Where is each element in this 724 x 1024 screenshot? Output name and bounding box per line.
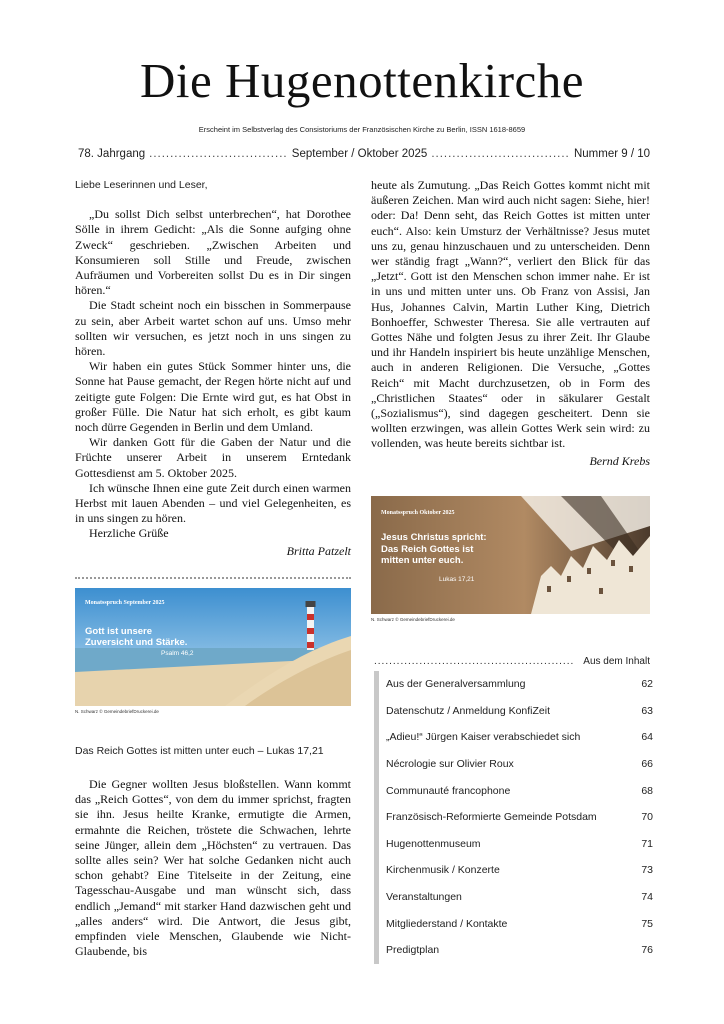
toc-item-title: Aus der Generalversammlung (386, 678, 526, 691)
article-body (75, 777, 351, 959)
toc-item[interactable] (379, 751, 655, 778)
toc-item-title: Communauté francophone (386, 784, 511, 797)
toc-item-title: Veranstaltungen (386, 891, 462, 904)
editorial-greeting: Liebe Leserinnen und Leser, (75, 179, 208, 191)
september-label: Monatsspruch September 2025 (85, 600, 165, 606)
issue-month: September / Oktober 2025 (291, 148, 428, 160)
article-author: Bernd Krebs (589, 453, 650, 468)
masthead-tagline: Erscheint im Selbstverlag des Consistoriums der Französischen Kirche zu Berlin, ISSN 1618-8659 (198, 125, 526, 134)
issue-volume: 78. Jahrgang (78, 148, 146, 160)
toc-item-page: 70 (641, 811, 653, 824)
toc-item-page: 75 (641, 917, 653, 930)
toc-item-title: Datenschutz / Anmeldung KonfiZeit (386, 704, 551, 717)
article-continuation (371, 178, 650, 469)
editorial-paragraph: „Du sollst Dich selbst unterbrechen“, hat Dorothee Sölle in ihrem Gedicht: „Als die Sonne aufging ohne Zweck“ geschrieben. „Zwischen Arbeiten und Konsumieren soll Stille und Freude, zwischen Aufräumen und Vorbereiten sollst Du es in Dir singen hören.“ (75, 207, 351, 298)
editorial-paragraph: Die Stadt scheint noch ein bisschen in Sommerpause zu sein, aber Arbeit wartet schon auf uns. Umso mehr sollten wir versuchen, es jetzt noch in uns singen zu hören. (75, 298, 351, 359)
article-paragraph: Die Gegner wollten Jesus bloßstellen. Wann kommt das „Reich Gottes“, von dem du immer sprichst, fragten sie ihn. Jesus heilte Kranke, ermutigte die Armen, ermahnte die Reichen, tröstete die Schwachen, lehrte seine Jünger, allein dem „Höchsten“ zu vertrauen. Das sollte alles sein? Wer hat solche Gedanken nicht auch schon gehabt? Eine Titelseite in der Zeitung, eine Tagesschau-Ausgabe und man wünscht sich, dass endlich „Jemand“ mit starker Hand dazwischen geht und „alles anders“ wird. Die Antwort, die Jesus gibt, empfinden viele Menschen, Glaubende wie Nicht-Glaubende, bis (75, 777, 351, 959)
toc-item-page: 74 (641, 891, 653, 904)
monatsspruch-oktober-image (371, 496, 650, 614)
toc-item-title: Predigtplan (386, 944, 440, 957)
editorial-paragraph: Wir haben ein gutes Stück Sommer hinter uns, die Sonne hat Pause gemacht, der Regen hörte nicht auf und zeitigte gute Folgen: Die Ernte wird gut, es hat Obst in großer Fülle. Die Natur hat sich erholt, es gibt kaum noch dürre Gegenden in Berlin und dem Umland. (75, 359, 351, 435)
leader-dots (149, 148, 288, 160)
dotted-divider (75, 577, 351, 579)
issue-number: Nummer 9 / 10 (573, 148, 651, 160)
editorial-paragraph: Ich wünsche Ihnen eine gute Zeit durch einen warmen Herbst mit lauen Abenden – und viel Gelegenheiten, es in uns singen zu hören. (75, 480, 351, 526)
toc-item[interactable] (379, 884, 655, 911)
september-ref: Psalm 46,2 (161, 650, 194, 657)
oktober-label: Monatsspruch Oktober 2025 (381, 510, 455, 516)
toc-item-page: 68 (641, 784, 653, 797)
toc-item[interactable] (379, 831, 655, 858)
leader-dots (374, 656, 573, 667)
toc-item[interactable] (379, 804, 655, 831)
editorial (75, 178, 351, 559)
toc-item[interactable] (379, 910, 655, 937)
monatsspruch-september-image (75, 588, 351, 706)
toc-item-title: „Adieu!“ Jürgen Kaiser verabschiedet sich (386, 731, 581, 744)
toc-item-title: Französisch-Reformierte Gemeinde Potsdam (386, 811, 597, 824)
leader-dots (431, 148, 570, 160)
toc-item-page: 64 (641, 731, 653, 744)
toc-item-title: Kirchenmusik / Konzerte (386, 864, 500, 877)
article-heading: Das Reich Gottes ist mitten unter euch – Lukas 17,21 (75, 745, 324, 757)
oktober-verse: Jesus Christus spricht: Das Reich Gottes ist mitten unter euch. (381, 532, 487, 566)
toc-heading (374, 656, 650, 667)
article-continuation-paragraph: heute als Zumutung. „Das Reich Gottes kommt nicht mit äußeren Zeichen. Man wird auch nicht sagen: Siehe, hier! oder: Da! Denn seht, das Reich Gottes ist mitten unter euch“. Also: kein Umsturz der Verhältnisse? Jesus mutet uns zu, genau hinzuschauen und zu unterscheiden. Denn wer ständig fragt „Wann?“, verliert den Blick für das „Jetzt“. Gott ist den Menschen schon immer nahe. Er ist in uns und mitten unter uns. Ob Franz von Assisi, Jan Hus, Johannes Calvin, Martin Luther King, Dietrich Bonhoeffer, Schwester Theresa. Sie alle vertrauten auf Gottes Nähe und folgten Jesus zu ihrer Zeit. Ihr Glaube und ihr Handeln inspiriert bis heute unzählige Menschen, auch in anderen Religionen. Die Versuche, „Gottes Reich“ mit Macht durchzusetzen, ob in Form des „Christlichen Staates“ oder in säkularer Gestalt („Sozialismus“), sind dagegen gescheitert. Denn sie wollten erzwingen, was allein Gottes Werk sein wird: zu vollenden, was heute bereits sichtbar ist. (371, 178, 650, 451)
september-verse: Gott ist unsere Zuversicht und Stärke. (85, 626, 188, 648)
toc-item-page: 73 (641, 864, 653, 877)
issue-line (78, 148, 650, 160)
toc-item-title: Mitgliederstand / Kontakte (386, 917, 508, 930)
toc-item-page: 66 (641, 758, 653, 771)
toc-item[interactable] (379, 777, 655, 804)
toc-item-page: 62 (641, 678, 653, 691)
toc-item[interactable] (379, 857, 655, 884)
september-image-credit: N. Schwarz © GemeindebriefDruckerei.de (75, 709, 159, 714)
editorial-paragraph: Wir danken Gott für die Gaben der Natur und die Früchte unserer Arbeit in unserem Erntedank Gottesdienst am 5. Oktober 2025. (75, 435, 351, 480)
editorial-author: Britta Patzelt (286, 543, 351, 558)
toc-item-page: 71 (641, 837, 653, 850)
editorial-closing: Herzliche Grüße (89, 526, 169, 541)
toc-item[interactable] (379, 724, 655, 751)
toc-item-page: 63 (641, 704, 653, 717)
toc-item-title: Hugenottenmuseum (386, 837, 481, 850)
masthead-title: Die Hugenottenkirche (139, 53, 585, 108)
toc-item-title: Nécrologie sur Olivier Roux (386, 758, 514, 771)
oktober-ref: Lukas 17,21 (439, 576, 475, 583)
toc-item[interactable] (379, 937, 655, 964)
toc-item[interactable] (379, 698, 655, 725)
toc-heading-label: Aus dem Inhalt (583, 656, 650, 667)
toc-item-page: 76 (641, 944, 653, 957)
table-of-contents (374, 671, 655, 964)
toc-item[interactable] (379, 671, 655, 698)
oktober-image-credit: N. Schwarz © GemeindebriefDruckerei.de (371, 617, 455, 622)
